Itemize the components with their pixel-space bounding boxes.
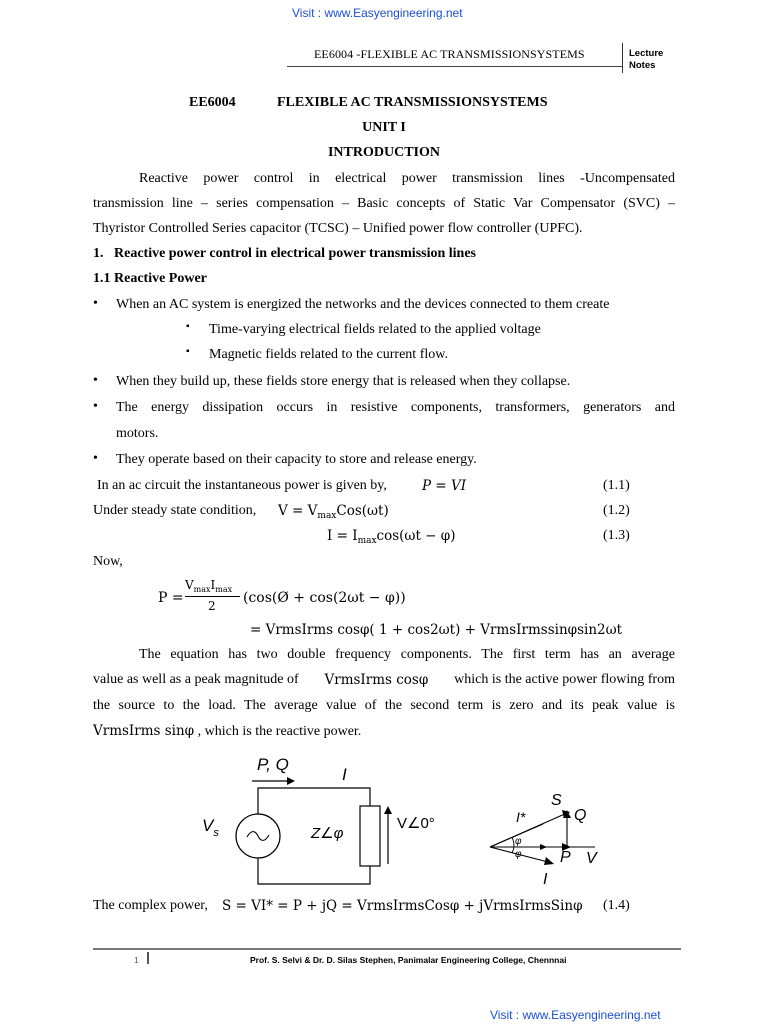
- bullet-3-line-2: motors.: [116, 426, 159, 441]
- explain-line-4: VrmsIrms sinφ , which is the reactive power.: [93, 723, 362, 739]
- i-arrowhead: [544, 857, 554, 865]
- intro-line-1: Reactive power control in electrical power transmission lines -Uncompensated: [139, 171, 675, 186]
- course-code: EE6004: [189, 95, 236, 110]
- complex-power-text: The complex power,: [93, 898, 208, 913]
- sub-bullet-square-1: ▪: [186, 321, 190, 332]
- eq2-math: $V = V_{max}Cos(\omega t)$: [278, 503, 389, 521]
- bullet-1: When an AC system is energized the networks and the devices connected to them create: [116, 297, 610, 312]
- section-title: INTRODUCTION: [327, 145, 440, 160]
- eq1-math: P = VI: [422, 478, 467, 494]
- istar-label: I*: [516, 809, 526, 825]
- q-label: Q: [574, 807, 587, 824]
- current-label: I: [342, 765, 347, 784]
- source-voltage-label: $V_s$: [202, 816, 219, 839]
- page-number-divider: [147, 952, 149, 964]
- explain-line-3: the source to the load. The average value of the second term is zero and its peak value is: [93, 698, 675, 713]
- intro-line-2: transmission line – series compensation – Basic concepts of Static Var Compensator (SVC) –: [93, 196, 675, 211]
- top-website-link[interactable]: Visit : www.Easyengineering.net: [292, 6, 463, 20]
- lecture-notes-label: [629, 48, 663, 72]
- course-title: FLEXIBLE AC TRANSMISSIONSYSTEMS: [277, 95, 548, 110]
- bullet-dot-2: •: [93, 373, 98, 388]
- load-voltage-label: V∠0°: [397, 815, 435, 832]
- bullet-dot-3: •: [93, 399, 98, 414]
- eq3-number: (1.3): [603, 528, 630, 543]
- power-line-2: = VrmsIrms cosφ( 1 + cos2ωt) + VrmsIrmssinφsin2ωt: [250, 622, 623, 638]
- power-lhs: P =: [158, 590, 184, 606]
- impedance-box: [360, 806, 380, 866]
- bullet-3-line-1: The energy dissipation occurs in resistive components, transformers, generators and: [116, 400, 675, 415]
- circuit-phasor-diagram: [190, 748, 620, 893]
- phi-label-upper: φ: [515, 836, 522, 847]
- s-label: S: [551, 792, 562, 809]
- explain-line-2: value as well as a peak magnitude of VrmsIrms cosφ which is the active power flowing from: [93, 672, 675, 688]
- sub-bullet-square-2: ▪: [186, 346, 190, 357]
- eq2-number: (1.2): [603, 503, 630, 518]
- p-label: P: [560, 849, 571, 866]
- bottom-website-link[interactable]: Visit : www.Easyengineering.net: [490, 1008, 661, 1022]
- eq4-number: (1.4): [603, 898, 630, 913]
- heading-1: 1. Reactive power control in electrical power transmission lines: [93, 246, 476, 261]
- eq2-text: Under steady state condition,: [93, 503, 257, 518]
- pq-label: P, Q: [257, 755, 289, 774]
- power-denominator: 2: [208, 599, 216, 613]
- phi-label-lower: φ: [515, 849, 522, 860]
- heading-1-1: 1.1 Reactive Power: [93, 271, 207, 286]
- eq1-text: In an ac circuit the instantaneous power is given by,: [97, 478, 387, 493]
- now-text: Now,: [93, 554, 123, 569]
- eq3-math: $I = I_{max}\cos(\omega t - \varphi)$: [327, 528, 456, 546]
- sub-bullet-1: Time-varying electrical fields related to the applied voltage: [209, 322, 541, 337]
- circuit-wire-bottom: [258, 853, 370, 884]
- circuit-wire-top: [258, 788, 370, 820]
- angle-arc-upper: [512, 837, 514, 847]
- angle-arc-lower: [512, 847, 514, 853]
- note-line-1: Lecture: [629, 48, 664, 59]
- pq-arrowhead: [287, 777, 295, 785]
- eq1-number: (1.1): [603, 478, 630, 493]
- intro-line-3: Thyristor Controlled Series capacitor (TCSC) – Unified power flow controller (UPFC).: [93, 221, 583, 236]
- page-number: 1: [134, 955, 139, 965]
- unit-title: UNIT I: [362, 120, 406, 135]
- note-line-2: Notes: [629, 60, 656, 71]
- voltage-arrowhead: [384, 806, 392, 814]
- fraction-bar: [185, 596, 240, 597]
- header-divider: [622, 43, 623, 73]
- v-arrowhead: [540, 844, 547, 850]
- footer-credit: Prof. S. Selvi & Dr. D. Silas Stephen, Panimalar Engineering College, Chennnai: [250, 955, 567, 965]
- i-phasor-label: I: [543, 871, 548, 888]
- v-label: V: [586, 850, 597, 867]
- complex-power-math: S = VI* = P + jQ = VrmsIrmsCosφ + jVrmsIrmsSinφ: [222, 898, 583, 914]
- explain-line-1: The equation has two double frequency components. The first term has an average: [139, 647, 675, 662]
- bullet-2: When they build up, these fields store energy that is released when they collapse.: [116, 374, 571, 389]
- sub-bullet-2: Magnetic fields related to the current flow.: [209, 347, 448, 362]
- header-rule: [287, 66, 622, 67]
- running-header-title: EE6004 -FLEXIBLE AC TRANSMISSIONSYSTEMS: [314, 47, 585, 61]
- power-rhs: (cos(Ø + cos(2ωt − φ)): [243, 590, 406, 606]
- bullet-4: They operate based on their capacity to store and release energy.: [116, 452, 477, 467]
- footer-rule: [93, 948, 681, 950]
- bullet-dot-4: •: [93, 451, 98, 466]
- power-numerator: $V_{max}I_{max}$: [185, 578, 233, 594]
- impedance-label: Z∠φ: [311, 825, 344, 842]
- bullet-dot-1: •: [93, 296, 98, 311]
